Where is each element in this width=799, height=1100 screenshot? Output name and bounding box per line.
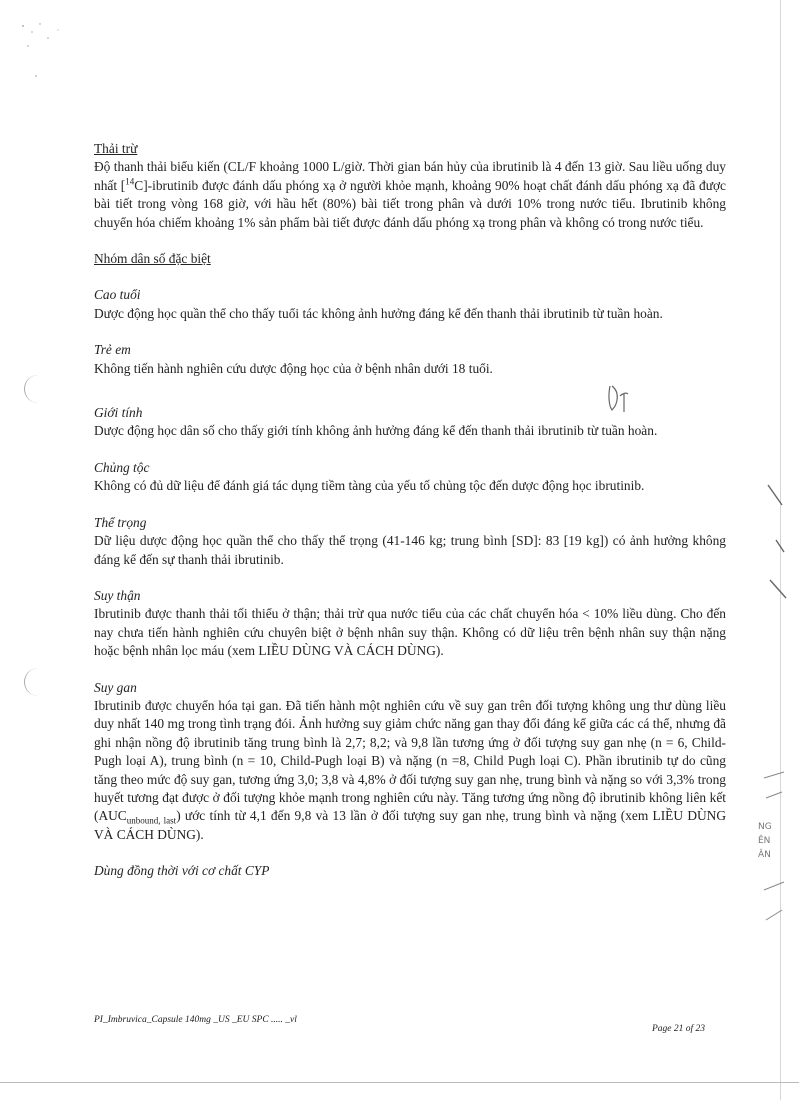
scan-edge-artifact: [760, 480, 790, 610]
footer-document-id: PI_Imbruvica_Capsule 140mg _US _EU SPC ..... _vl: [94, 1015, 297, 1025]
subsection-heading: Chủng tộc: [94, 459, 150, 475]
handwritten-mark-text: Dr: [604, 380, 606, 381]
scan-edge-fragment: ÊN: [758, 836, 771, 846]
paragraph-text: Sau liều uống duy nhất [: [94, 159, 726, 193]
paragraph-text: Không có đủ dữ liệu để đánh giá tác dụng tiềm tàng của yếu tố chủng tộc đến dược động học ibrutinib.: [94, 478, 645, 494]
paragraph: [94, 697, 726, 844]
paragraph-text: Độ thanh thải biểu kiến (CL/F khoảng 1000 L/giờ. Thời gian bán hủy của ibrutinib là 4 đến 13 giờ.: [94, 159, 626, 175]
paragraph-text: ) ước tính từ 4,1 đến 9,8 và 13 lần ở đối tượng suy gan nhẹ, trung bình và nặng (xem LIỀU DÙNG VÀ CÁCH DÙNG).: [94, 808, 726, 842]
subsection-heading: Suy thận: [94, 587, 141, 603]
section-gender: [94, 404, 726, 441]
footer-page-number: Page 21 of 23: [652, 1024, 706, 1034]
scan-edge-fragment: NG: [758, 822, 772, 832]
subsection-heading: Dùng đồng thời với cơ chất CYP: [94, 863, 270, 879]
subsection-heading: Trẻ em: [94, 342, 131, 358]
footer-divider: [0, 1082, 799, 1083]
section-cyp-coadministration: [94, 862, 726, 880]
paragraph-text: Dược động học quần thể cho thấy tuổi tác không ảnh hưởng đáng kể đến thanh thải ibrutinib từ tuần hoàn.: [94, 305, 663, 321]
section-heading: Thải trừ: [94, 141, 138, 156]
paragraph-text: Ibrutinib được chuyển hóa tại gan. Đã tiến hành một nghiên cứu về suy gan trên đối tượng không ung thư dùng liều duy nhất 140 mg trong tình trạng đói. Ảnh hưởng suy giảm chức năng gan thay đổi đáng kể giữa các cá thể, nhưng đã ghi nhận nồng độ ibrutinib tăng trung bình là 2,7; 8,2; và 9,8 lần tương ứng ở đối tượng suy gan nhẹ (n = 6, Child-Pugh loại A), trung bình (n = 10, Child-Pugh loại B) và nặng (n =8, Child Pugh loại C). Phần ibrutinib tự do cũng tăng theo mức độ suy gan, tương ứng 3,0; 3,8 và 4,8% ở đối tượng suy gan nhẹ, trung bình và nặng so với 3,3% trong huyết tương đạt được ở đối tượng khỏe mạnh trong nghiên cứu này. Tăng tương ứng nồng độ ibrutinib không liên kết (AUC: [94, 697, 726, 824]
section-renal-impairment: [94, 587, 726, 661]
section-special-populations: [94, 250, 726, 268]
section-pediatric: [94, 341, 726, 378]
section-elimination: [94, 140, 726, 232]
document-body: [94, 140, 726, 881]
superscript: 14: [125, 176, 135, 187]
subsection-heading: Giới tính: [94, 405, 143, 421]
section-race: [94, 459, 726, 496]
scan-edge-fragment: ÂN: [758, 850, 771, 860]
section-hepatic-impairment: [94, 679, 726, 845]
section-body-weight: [94, 514, 726, 569]
paragraph-text: Dữ liệu dược động học quần thể cho thấy thể trọng (41-146 kg; trung bình [SD]: 83 [19 kg]) có ảnh hưởng không đáng kể đến sự thanh thải ibrutinib.: [94, 533, 726, 567]
paragraph-text: Dược động học dân số cho thấy giới tính không ảnh hưởng đáng kể đến thanh thải ibrutinib từ tuần hoàn.: [94, 423, 658, 439]
punch-hole-mark: [24, 668, 41, 696]
paragraph-text: Không tiến hành nghiên cứu dược động học của ở bệnh nhân dưới 18 tuổi.: [94, 360, 493, 376]
subscript: unbound, last: [126, 816, 177, 827]
scan-specks: [18, 18, 78, 78]
subsection-heading: Suy gan: [94, 679, 137, 695]
subsection-heading: Cao tuổi: [94, 287, 141, 303]
subsection-heading: Thể trọng: [94, 514, 147, 530]
punch-hole-mark: [24, 375, 41, 403]
paragraph: [94, 158, 726, 232]
paragraph-text: C]-ibrutinib được đánh dấu phóng xạ ở người khỏe mạnh, khoảng 90% hoạt chất đánh dấu phóng xạ đã được bài tiết trong vòng 168 giờ, với hầu hết (80%) bài tiết trong phân và dưới 10% trong nước tiểu. Ibrutinib không chuyển hóa chiếm khoảng 1% sản phẩm bài tiết được đánh dấu phóng xạ trong phân và không có trong nước tiểu.: [94, 177, 726, 230]
section-heading: Nhóm dân số đặc biệt: [94, 251, 211, 267]
paragraph-text: Ibrutinib được thanh thải tối thiểu ở thận; thải trừ qua nước tiểu của các chất chuyển hóa < 10% liều dùng. Cho đến nay chưa tiến hành nghiên cứu chuyên biệt ở bệnh nhân suy thận. Không có dữ liệu trên bệnh nhân suy thận nặng hoặc bệnh nhân lọc máu (xem LIỀU DÙNG VÀ CÁCH DÙNG).: [94, 606, 726, 659]
section-elderly: [94, 286, 726, 323]
scan-edge-strokes: [760, 770, 788, 930]
